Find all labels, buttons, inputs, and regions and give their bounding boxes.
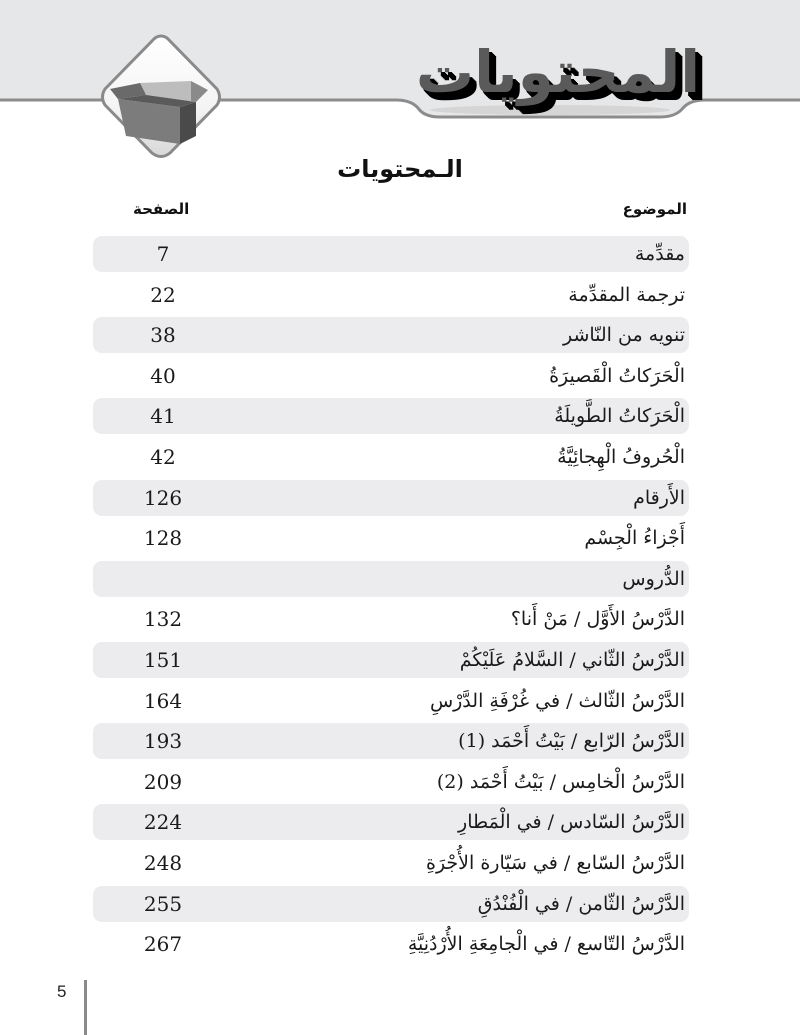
toc-topic: الدَّرْسُ الرّابع / بَيْتُ أَحْمَد (1) — [458, 730, 685, 753]
toc-topic: الْحُروفُ الْهِجائِيَّةُ — [557, 445, 685, 468]
column-header-page: الصفحة — [133, 200, 190, 218]
toc-row[interactable] — [93, 683, 689, 719]
toc-row[interactable] — [93, 926, 689, 962]
toc-page: 40 — [150, 363, 176, 388]
toc-page: 126 — [143, 485, 183, 510]
toc-page: 255 — [143, 891, 183, 916]
toc-row[interactable] — [93, 398, 689, 434]
toc-topic: الدَّرْسُ الثّاني / السَّلامُ عَلَيْكُمْ — [459, 648, 685, 671]
banner-title: المحتويات — [415, 38, 701, 106]
toc-page: 164 — [143, 688, 183, 713]
toc-page: 267 — [143, 932, 183, 957]
toc-topic: الْحَرَكاتُ الطَّويلَةُ — [554, 405, 685, 428]
toc-page: 209 — [143, 769, 183, 794]
toc-row[interactable] — [93, 520, 689, 556]
toc-page: 22 — [150, 282, 176, 307]
toc-topic: ترجمة المقدِّمة — [568, 283, 685, 306]
toc-row[interactable] — [93, 358, 689, 394]
toc-page: 132 — [143, 607, 183, 632]
toc-row[interactable] — [93, 642, 689, 678]
toc-title: الـمحتويات — [337, 155, 463, 183]
toc-topic: الدَّرْسُ الثّالث / في غُرْفَةِ الدَّرْسِ — [429, 689, 685, 712]
toc-topic: الدَّرْسُ الثّامن / في الْفُنْدُقِ — [477, 892, 685, 915]
header-banner — [0, 0, 800, 118]
toc-row[interactable] — [93, 439, 689, 475]
open-box-icon — [96, 32, 226, 162]
toc-row[interactable] — [93, 277, 689, 313]
toc-topic: الدَّرْسُ التّاسع / في الْجامِعَةِ الأُرْدُنِيَّةِ — [407, 933, 685, 956]
toc-row[interactable] — [93, 723, 689, 759]
page-number: 5 — [57, 982, 67, 1001]
toc-row[interactable] — [93, 601, 689, 637]
toc-page: 193 — [143, 729, 183, 754]
page-number-divider — [84, 980, 87, 1035]
toc-topic: الدُّروس — [622, 567, 685, 590]
toc-topic: الدَّرْسُ السّابع / في سَيّارة الأُجْرَةِ — [425, 851, 685, 874]
toc-page: 41 — [150, 404, 176, 429]
toc-row[interactable] — [93, 886, 689, 922]
toc-row[interactable] — [93, 804, 689, 840]
toc-page — [133, 561, 193, 597]
toc-row[interactable] — [93, 845, 689, 881]
toc-section-heading — [93, 561, 689, 597]
table-of-contents — [93, 236, 689, 967]
toc-page: 151 — [143, 647, 183, 672]
toc-topic: تنويه من النّاشر — [562, 324, 685, 347]
toc-topic: أَجْزاءُ الْجِسْم — [584, 527, 685, 550]
toc-topic: مقدِّمة — [634, 243, 685, 265]
column-header-topic: الموضوع — [622, 200, 687, 218]
toc-topic: الدَّرْسُ الأَوَّل / مَنْ أَنا؟ — [510, 608, 685, 631]
toc-topic: الدَّرْسُ السّادس / في الْمَطارِ — [458, 811, 685, 834]
toc-row[interactable] — [93, 236, 689, 272]
toc-row[interactable] — [93, 764, 689, 800]
toc-topic: الدَّرْسُ الْخامِس / بَيْتُ أَحْمَد (2) — [436, 770, 685, 793]
toc-topic: الْحَرَكاتُ الْقَصيرَةُ — [549, 364, 685, 387]
toc-page: 42 — [150, 444, 176, 469]
toc-page: 128 — [143, 526, 183, 551]
toc-topic: الأَرقام — [633, 486, 685, 509]
toc-row[interactable] — [93, 480, 689, 516]
toc-row[interactable] — [93, 317, 689, 353]
toc-page: 7 — [156, 242, 170, 266]
toc-page: 248 — [143, 850, 183, 875]
toc-page: 38 — [150, 323, 176, 348]
toc-page: 224 — [143, 810, 183, 835]
